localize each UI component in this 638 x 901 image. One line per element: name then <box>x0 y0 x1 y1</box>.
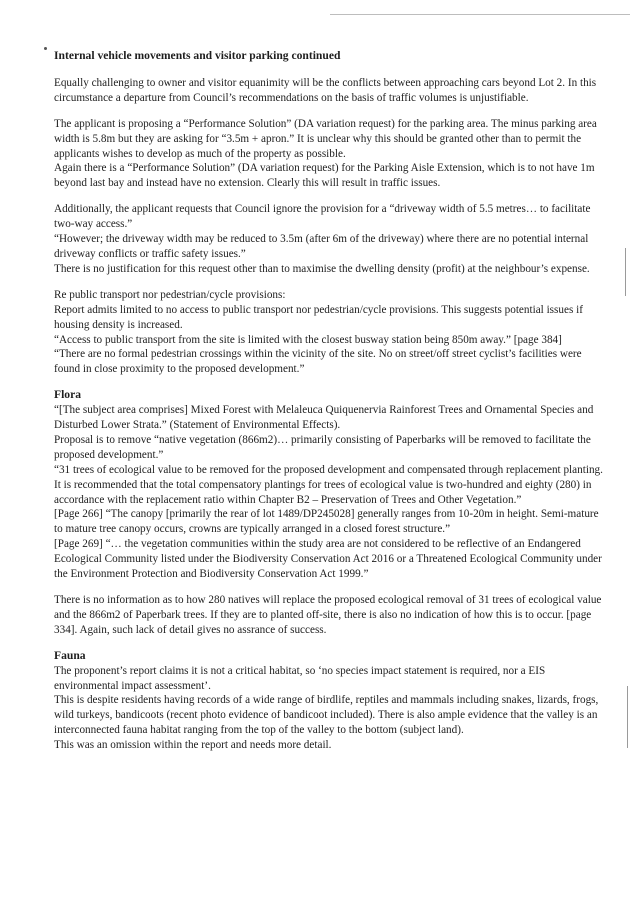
scan-artifact-edge-mark <box>625 248 626 296</box>
text-line: Report admits limited to no access to public transport nor pedestrian/cycle provisions. This suggests potential issues if housing density is increased. <box>54 303 583 331</box>
text-line: The applicant is proposing a “Performance Solution” (DA variation request) for the parking area. The minus parking area width is 5.8m but they are asking for “3.5m + apron.” It is unclear why this should be granted other than to permit the applicants wishes to develop as much of the property as possible. <box>54 117 597 160</box>
text-line: The proponent’s report claims it is not a critical habitat, so ‘no species impact statement is required, nor a EIS environmental impact assessment’. <box>54 664 546 692</box>
text-line: There is no justification for this request other than to maximise the dwelling density (profit) at the neighbour’s expense. <box>54 262 590 275</box>
text-line: “31 trees of ecological value to be removed for the proposed development and compensated through replacement planting. It is recommended that the total compensatory plantings for trees of ecological value is two-hundred and eighty (280) in accordance with the replacement ratio within Chapter B2 – Preservation of Trees and Other Vegetation.” <box>54 463 603 506</box>
scan-artifact-line <box>330 14 630 15</box>
paragraph: Equally challenging to owner and visitor equanimity will be the conflicts between approaching cars beyond Lot 2. In this circumstance a departure from Council’s recommendations on the basis of traffic volumes is unjustifiable. <box>54 76 597 104</box>
text-line: This is despite residents having records of a wide range of birdlife, reptiles and mammals including snakes, lizards, frogs, wild turkeys, bandicoots (recent photo evidence of bandicoot included). There is also ample evidence that the valley is an interconnected fauna habitat ranging from the top of the valley to the bottom (subject land). <box>54 694 599 737</box>
scan-artifact-dot <box>44 47 47 50</box>
paragraph <box>54 664 610 753</box>
paragraph <box>54 117 610 192</box>
text-line: [Page 269] “… the vegetation communities within the study area are not considered to be reflective of an Endangered Ecological Community listed under the Biodiversity Conservation Act 2016 or a Threatened Ecological Community under the Environment Protection and Biodiversity Conservation Act 1999.” <box>54 538 602 581</box>
section-title-flora: Flora <box>54 388 82 402</box>
text-line: “However; the driveway width may be reduced to 3.5m (after 6m of the driveway) where there are no potential internal driveway conflicts or traffic safety issues.” <box>54 233 589 260</box>
section-heading: Internal vehicle movements and visitor parking continued <box>54 49 341 62</box>
paragraph <box>54 403 610 582</box>
text-line: Re public transport nor pedestrian/cycle provisions: <box>54 288 286 301</box>
text-line: Again there is a “Performance Solution” (DA variation request) for the Parking Aisle Extension, which is to not have 1m beyond last bay and instead have no extension. Clearly this will result in traffic issues. <box>54 162 595 190</box>
scan-artifact-edge-mark <box>627 686 628 748</box>
paragraph: There is no information as to how 280 natives will replace the proposed ecological removal of 31 trees of ecological value and the 866m2 of Paperbark trees. If they are to planted off-site, there is also no indication of how this is to occur. [page 334]. Again, such lack of detail gives no assrance of success. <box>54 594 602 636</box>
text-line: [Page 266] “The canopy [primarily the rear of lot 1489/DP245028] generally ranges from 10-20m in height. Semi-mature to mature tree canopy occurs, crowns are typically arranged in a closed forest structure.” <box>54 508 599 536</box>
section-title-fauna: Fauna <box>54 648 86 662</box>
paragraph <box>54 202 610 277</box>
text-line: “Access to public transport from the site is limited with the closest busway station being 850m away.” [page 384] <box>54 333 562 346</box>
paragraph <box>54 288 610 377</box>
text-line: Additionally, the applicant requests that Council ignore the provision for a “driveway width of 5.5 metres… to facilitate two-way access.” <box>54 203 591 231</box>
text-line: This was an omission within the report and needs more detail. <box>54 739 332 752</box>
text-line: “[The subject area comprises] Mixed Forest with Melaleuca Quiquenervia Rainforest Trees and Ornamental Species and Disturbed Lower Strata.” (Statement of Environmental Effects). <box>54 404 594 432</box>
text-line: Proposal is to remove “native vegetation (866m2)… primarily consisting of Paperbarks will be removed to facilitate the proposed development.” <box>54 433 591 461</box>
document-page <box>54 49 610 764</box>
text-line: “There are no formal pedestrian crossings within the vicinity of the site. No on street/off street cyclist’s facilities were found in close proximity to the proposed development.” <box>54 348 582 376</box>
